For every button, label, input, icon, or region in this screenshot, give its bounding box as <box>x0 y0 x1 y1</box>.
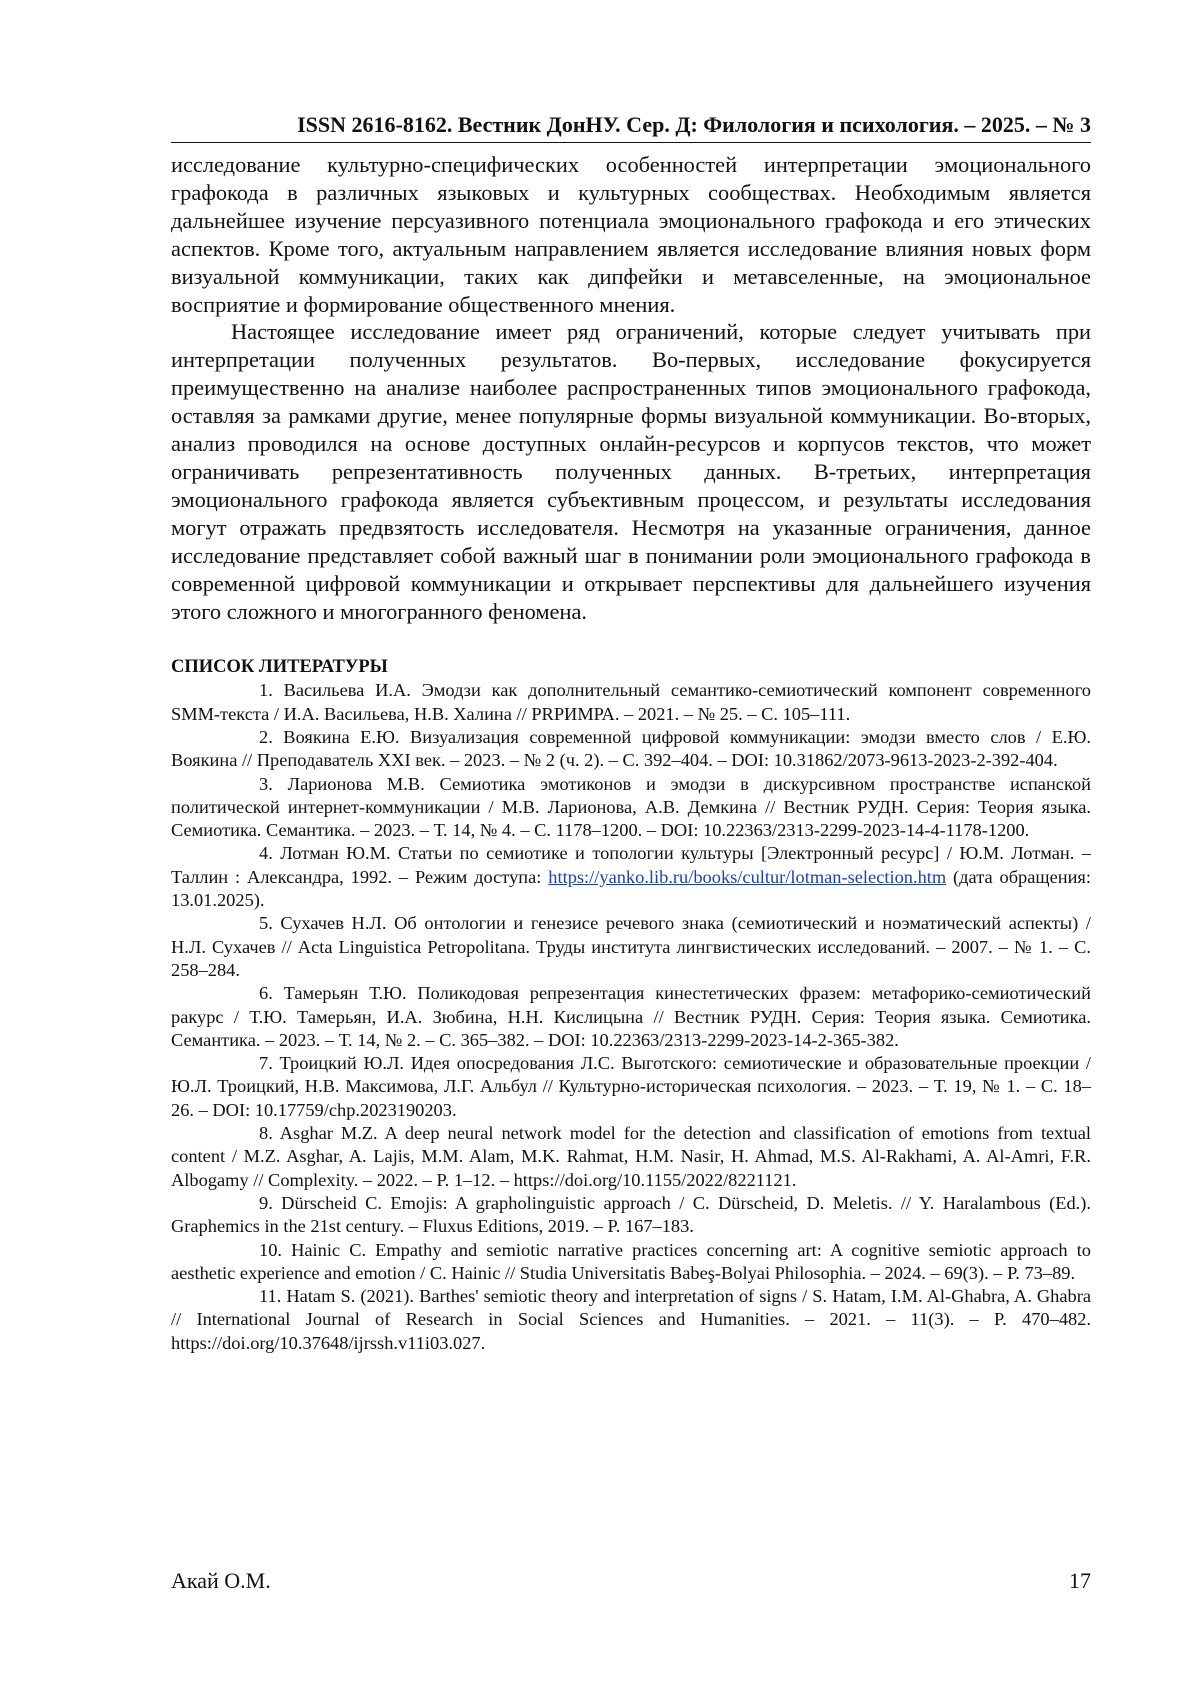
reference-item: 6. Тамерьян Т.Ю. Поликодовая репрезентация кинестетических фразем: метафорико-семиотический ракурс / Т.Ю. Тамерьян, И.А. Зюбина, Н.Н. Кислицына // Вестник РУДН. Серия: Теория языка. Семиотика. Семантика. – 2023. – Т. 14, № 2. – С. 365–382. – DOI: 10.22363/2313-2299-2023-14-2-365-382. <box>171 983 1091 1050</box>
references-title: СПИСОК ЛИТЕРАТУРЫ <box>171 657 388 678</box>
reference-item: 8. Asghar M.Z. A deep neural network model for the detection and classification of emotions from textual content / M.Z. Asghar, A. Lajis, M.M. Alam, M.K. Rahmat, H.M. Nasir, H. Ahmad, M.S. Al-Rakhami, A. Al-Amri, F.R. Albogamy // Complexity. – 2022. – P. 1–12. – https://doi.org/10.1155/2022/8221121. <box>171 1123 1091 1190</box>
reference-text: (дата обращения: 13.01.2025). <box>171 866 1091 911</box>
reference-item: 10. Hainic C. Empathy and semiotic narrative practices concerning art: A cognitive semiotic approach to aesthetic experience and emotion / C. Hainic // Studia Universitatis Babeş-Bolyai Philosophia. – 2024. – 69(3). – P. 73–89. <box>171 1239 1091 1283</box>
reference-item: 11. Hatam S. (2021). Barthes' semiotic theory and interpretation of signs / S. Hatam, I.M. Al-Ghabra, A. Ghabra // International Journal of Research in Social Sciences and Humanities. – 2021. – 11(3). – P. 470–482. https://doi.org/10.37648/ijrssh.v11i03.027. <box>171 1286 1091 1353</box>
reference-item: 9. Dürscheid C. Emojis: A grapholinguistic approach / C. Dürscheid, D. Meletis. // Y. Haralambous (Ed.). Graphemics in the 21st century. – Fluxus Editions, 2019. – P. 167–183. <box>171 1192 1091 1237</box>
reference-item: 2. Воякина Е.Ю. Визуализация современной цифровой коммуникации: эмодзи вместо слов / Е.Ю. Воякина // Преподаватель XXI век. – 2023. – № 2 (ч. 2). – С. 392–404. – DOI: 10.31862/2073-9613-2023-2-392-404. <box>171 727 1091 771</box>
body-text <box>171 151 1091 625</box>
reference-item <box>171 842 1091 912</box>
reference-link[interactable]: https://yanko.lib.ru/books/cultur/lotman-selection.htm <box>548 866 947 887</box>
page-footer <box>171 1568 1091 1594</box>
body-paragraph: Настоящее исследование имеет ряд ограничений, которые следует учитывать при интерпретации полученных результатов. Во-первых, исследование фокусируется преимущественно на анализе наиболее распространенных типов эмоционального графокода, оставляя за рамками другие, менее популярные формы визуальной коммуникации. Во-вторых, анализ проводился на основе доступных онлайн-ресурсов и корпусов текстов, что может ограничивать репрезентативность полученных данных. В-третьих, интерпретация эмоционального графокода является субъективным процессом, и результаты исследования могут отражать предвзятость исследователя. Несмотря на указанные ограничения, данное исследование представляет собой важный шаг в понимании роли эмоционального графокода в современной цифровой коммуникации и открывает перспективы для дальнейшего изучения этого сложного и многогранного феномена. <box>171 319 1091 624</box>
reference-text: 4. Лотман Ю.М. Статьи по семиотике и топологии культуры [Электронный ресурс] / Ю.М. Лотман. – Таллин : Александра, 1992. – Режим доступа: <box>171 843 1091 887</box>
running-header: ISSN 2616-8162. Вестник ДонНУ. Сер. Д: Филология и психология. – 2025. – № 3 <box>171 112 1091 143</box>
body-paragraph: исследование культурно-специфических особенностей интерпретации эмоционального графокода в различных языковых и культурных сообществах. Необходимым является дальнейшее изучение персуазивного потенциала эмоционального графокода и его этических аспектов. Кроме того, актуальным направлением является исследование влияния новых форм визуальной коммуникации, таких как дипфейки и метавселенные, на эмоциональное восприятие и формирование общественного мнения. <box>171 152 1091 317</box>
page <box>171 112 1091 1355</box>
page-number: 17 <box>1069 1568 1091 1593</box>
reference-item: 1. Васильева И.А. Эмодзи как дополнительный семантико-семиотический компонент современного SMM-текста / И.А. Васильева, Н.В. Халина // PRРИМРА. – 2021. – № 25. – С. 105–111. <box>171 680 1091 724</box>
reference-item: 3. Ларионова М.В. Семиотика эмотиконов и эмодзи в дискурсивном пространстве испанской политической интернет-коммуникации / М.В. Ларионова, А.В. Демкина // Вестник РУДН. Серия: Теория языка. Семиотика. Семантика. – 2023. – Т. 14, № 4. – С. 1178–1200. – DOI: 10.22363/2313-2299-2023-14-4-1178-1200. <box>171 773 1091 841</box>
reference-item: 5. Сухачев Н.Л. Об онтологии и генезисе речевого знака (семиотический и ноэматический аспекты) / Н.Л. Сухачев // Acta Linguistica Petropolitana. Труды института лингвистических исследований. – 2007. – № 1. – С. 258–284. <box>171 913 1091 980</box>
footer-author: Акай О.М. <box>171 1568 271 1593</box>
reference-item: 7. Троицкий Ю.Л. Идея опосредования Л.С. Выготского: семиотические и образовательные проекции / Ю.Л. Троицкий, Н.В. Максимова, Л.Г. Альбул // Культурно-историческая психология. – 2023. – Т. 19, № 1. – С. 18–26. – DOI: 10.17759/chp.2023190203. <box>171 1053 1091 1120</box>
references-list <box>171 679 1091 1355</box>
